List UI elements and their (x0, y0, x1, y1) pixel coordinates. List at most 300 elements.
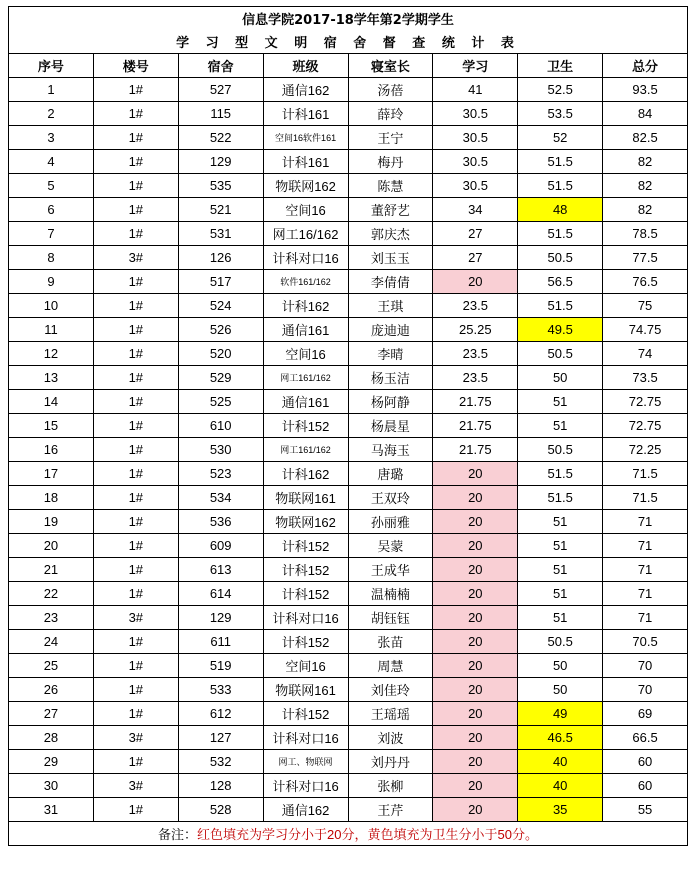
cell-index: 28 (9, 726, 94, 750)
cell-leader: 董舒艺 (348, 198, 433, 222)
column-header-index: 序号 (9, 54, 94, 78)
cell-study-score: 21.75 (433, 438, 518, 462)
cell-study-score: 20 (433, 726, 518, 750)
cell-study-score: 20 (433, 678, 518, 702)
cell-dorm: 522 (178, 126, 263, 150)
column-header-class: 班级 (263, 54, 348, 78)
cell-building: 1# (93, 126, 178, 150)
cell-hygiene-score: 51.5 (518, 294, 603, 318)
cell-total-score: 82 (603, 198, 688, 222)
note-row (9, 822, 688, 846)
cell-leader: 王瑶瑶 (348, 702, 433, 726)
cell-leader: 马海玉 (348, 438, 433, 462)
table-row (9, 750, 688, 774)
cell-total-score: 78.5 (603, 222, 688, 246)
cell-hygiene-score: 51.5 (518, 150, 603, 174)
cell-dorm: 525 (178, 390, 263, 414)
table-row (9, 366, 688, 390)
table-row (9, 150, 688, 174)
cell-dorm: 529 (178, 366, 263, 390)
cell-study-score: 20 (433, 606, 518, 630)
cell-hygiene-score: 53.5 (518, 102, 603, 126)
column-header-hygiene: 卫生 (518, 54, 603, 78)
cell-hygiene-score: 35 (518, 798, 603, 822)
table-body (9, 78, 688, 822)
cell-leader: 王成华 (348, 558, 433, 582)
cell-class: 计科152 (263, 558, 348, 582)
cell-dorm: 536 (178, 510, 263, 534)
cell-study-score: 20 (433, 702, 518, 726)
cell-study-score: 34 (433, 198, 518, 222)
table-row (9, 294, 688, 318)
cell-total-score: 76.5 (603, 270, 688, 294)
cell-building: 1# (93, 174, 178, 198)
table-row (9, 462, 688, 486)
cell-building: 1# (93, 582, 178, 606)
cell-index: 14 (9, 390, 94, 414)
cell-leader: 王琪 (348, 294, 433, 318)
cell-index: 2 (9, 102, 94, 126)
cell-total-score: 93.5 (603, 78, 688, 102)
cell-class: 通信161 (263, 390, 348, 414)
cell-index: 10 (9, 294, 94, 318)
cell-total-score: 74 (603, 342, 688, 366)
cell-study-score: 30.5 (433, 174, 518, 198)
cell-total-score: 84 (603, 102, 688, 126)
cell-building: 1# (93, 414, 178, 438)
table-row (9, 246, 688, 270)
cell-total-score: 69 (603, 702, 688, 726)
cell-class: 计科对口16 (263, 246, 348, 270)
cell-hygiene-score: 52.5 (518, 78, 603, 102)
cell-index: 24 (9, 630, 94, 654)
cell-class: 计科152 (263, 702, 348, 726)
cell-index: 31 (9, 798, 94, 822)
cell-building: 1# (93, 366, 178, 390)
cell-study-score: 21.75 (433, 414, 518, 438)
cell-study-score: 20 (433, 270, 518, 294)
cell-total-score: 72.75 (603, 414, 688, 438)
cell-building: 1# (93, 318, 178, 342)
cell-building: 1# (93, 510, 178, 534)
cell-index: 22 (9, 582, 94, 606)
cell-study-score: 30.5 (433, 150, 518, 174)
note-text: 红色填充为学习分小于20分，黄色填充为卫生分小于50分。 (197, 827, 538, 842)
cell-total-score: 70.5 (603, 630, 688, 654)
cell-hygiene-score: 51 (518, 414, 603, 438)
cell-dorm: 521 (178, 198, 263, 222)
cell-class: 通信162 (263, 798, 348, 822)
table-row (9, 654, 688, 678)
cell-class: 计科161 (263, 102, 348, 126)
cell-leader: 胡钰钰 (348, 606, 433, 630)
cell-building: 1# (93, 270, 178, 294)
cell-hygiene-score: 51 (518, 534, 603, 558)
cell-leader: 李倩倩 (348, 270, 433, 294)
cell-class: 计科162 (263, 462, 348, 486)
cell-index: 12 (9, 342, 94, 366)
cell-hygiene-score: 40 (518, 774, 603, 798)
cell-hygiene-score: 50.5 (518, 438, 603, 462)
cell-leader: 杨阿静 (348, 390, 433, 414)
cell-class: 网工161/162 (263, 366, 348, 390)
cell-building: 1# (93, 654, 178, 678)
cell-total-score: 70 (603, 654, 688, 678)
cell-dorm: 533 (178, 678, 263, 702)
cell-total-score: 71 (603, 606, 688, 630)
title-row-2 (9, 30, 688, 54)
cell-class: 物联网161 (263, 486, 348, 510)
cell-index: 17 (9, 462, 94, 486)
cell-building: 1# (93, 150, 178, 174)
cell-index: 6 (9, 198, 94, 222)
cell-leader: 庞迪迪 (348, 318, 433, 342)
cell-hygiene-score: 51 (518, 606, 603, 630)
table-row (9, 342, 688, 366)
cell-study-score: 23.5 (433, 342, 518, 366)
cell-class: 计科152 (263, 630, 348, 654)
cell-dorm: 527 (178, 78, 263, 102)
cell-dorm: 129 (178, 150, 263, 174)
cell-index: 7 (9, 222, 94, 246)
cell-class: 物联网162 (263, 174, 348, 198)
cell-hygiene-score: 51.5 (518, 462, 603, 486)
cell-building: 1# (93, 222, 178, 246)
table-row (9, 102, 688, 126)
table-row (9, 798, 688, 822)
cell-dorm: 611 (178, 630, 263, 654)
cell-total-score: 72.75 (603, 390, 688, 414)
cell-total-score: 71 (603, 582, 688, 606)
cell-building: 1# (93, 438, 178, 462)
table-row (9, 630, 688, 654)
cell-dorm: 530 (178, 438, 263, 462)
cell-dorm: 127 (178, 726, 263, 750)
cell-leader: 张柳 (348, 774, 433, 798)
table-row (9, 270, 688, 294)
cell-index: 27 (9, 702, 94, 726)
cell-study-score: 20 (433, 798, 518, 822)
table-header (9, 7, 688, 78)
cell-dorm: 614 (178, 582, 263, 606)
table-row (9, 534, 688, 558)
cell-building: 3# (93, 774, 178, 798)
cell-dorm: 535 (178, 174, 263, 198)
cell-index: 26 (9, 678, 94, 702)
table-row (9, 126, 688, 150)
cell-dorm: 534 (178, 486, 263, 510)
table-row (9, 726, 688, 750)
cell-study-score: 21.75 (433, 390, 518, 414)
cell-leader: 杨晨星 (348, 414, 433, 438)
cell-study-score: 23.5 (433, 294, 518, 318)
cell-index: 18 (9, 486, 94, 510)
cell-total-score: 71 (603, 558, 688, 582)
cell-leader: 陈慧 (348, 174, 433, 198)
table-row (9, 582, 688, 606)
cell-hygiene-score: 51 (518, 510, 603, 534)
cell-index: 4 (9, 150, 94, 174)
cell-class: 计科对口16 (263, 606, 348, 630)
cell-hygiene-score: 51.5 (518, 222, 603, 246)
cell-dorm: 126 (178, 246, 263, 270)
cell-building: 3# (93, 246, 178, 270)
cell-class: 物联网162 (263, 510, 348, 534)
cell-hygiene-score: 52 (518, 126, 603, 150)
cell-total-score: 71 (603, 510, 688, 534)
column-header-leader: 寝室长 (348, 54, 433, 78)
cell-total-score: 66.5 (603, 726, 688, 750)
cell-building: 1# (93, 534, 178, 558)
cell-dorm: 524 (178, 294, 263, 318)
cell-class: 通信161 (263, 318, 348, 342)
cell-leader: 张苗 (348, 630, 433, 654)
cell-class: 空间16 (263, 198, 348, 222)
cell-dorm: 128 (178, 774, 263, 798)
cell-building: 1# (93, 390, 178, 414)
table-row (9, 222, 688, 246)
cell-index: 8 (9, 246, 94, 270)
cell-dorm: 613 (178, 558, 263, 582)
cell-dorm: 523 (178, 462, 263, 486)
cell-class: 空间16软件161 (263, 126, 348, 150)
cell-index: 3 (9, 126, 94, 150)
cell-study-score: 30.5 (433, 102, 518, 126)
cell-leader: 唐璐 (348, 462, 433, 486)
cell-leader: 孙丽雅 (348, 510, 433, 534)
cell-building: 1# (93, 678, 178, 702)
cell-leader: 王双玲 (348, 486, 433, 510)
cell-dorm: 610 (178, 414, 263, 438)
cell-index: 25 (9, 654, 94, 678)
note-label: 备注： (158, 827, 198, 842)
cell-class: 计科152 (263, 582, 348, 606)
cell-leader: 薛玲 (348, 102, 433, 126)
cell-class: 网工、物联网 (263, 750, 348, 774)
cell-hygiene-score: 50 (518, 678, 603, 702)
cell-total-score: 73.5 (603, 366, 688, 390)
column-header-building: 楼号 (93, 54, 178, 78)
cell-leader: 李晴 (348, 342, 433, 366)
cell-total-score: 60 (603, 750, 688, 774)
cell-total-score: 70 (603, 678, 688, 702)
cell-total-score: 75 (603, 294, 688, 318)
cell-class: 计科162 (263, 294, 348, 318)
cell-building: 1# (93, 342, 178, 366)
cell-study-score: 20 (433, 534, 518, 558)
cell-building: 1# (93, 702, 178, 726)
cell-hygiene-score: 46.5 (518, 726, 603, 750)
cell-hygiene-score: 51 (518, 390, 603, 414)
cell-building: 1# (93, 102, 178, 126)
cell-study-score: 20 (433, 510, 518, 534)
cell-leader: 刘丹丹 (348, 750, 433, 774)
table-row (9, 198, 688, 222)
cell-leader: 周慧 (348, 654, 433, 678)
cell-index: 1 (9, 78, 94, 102)
cell-total-score: 71.5 (603, 486, 688, 510)
cell-hygiene-score: 51 (518, 558, 603, 582)
cell-study-score: 20 (433, 486, 518, 510)
cell-leader: 刘波 (348, 726, 433, 750)
cell-dorm: 115 (178, 102, 263, 126)
cell-index: 16 (9, 438, 94, 462)
cell-dorm: 520 (178, 342, 263, 366)
cell-study-score: 25.25 (433, 318, 518, 342)
cell-leader: 郭庆杰 (348, 222, 433, 246)
sheet-title-line-2: 学 习 型 文 明 宿 舍 督 查 统 计 表 (9, 30, 688, 54)
cell-study-score: 20 (433, 558, 518, 582)
cell-study-score: 20 (433, 582, 518, 606)
table-row (9, 390, 688, 414)
cell-total-score: 82.5 (603, 126, 688, 150)
table-row (9, 702, 688, 726)
cell-total-score: 82 (603, 150, 688, 174)
cell-total-score: 74.75 (603, 318, 688, 342)
column-header-total: 总分 (603, 54, 688, 78)
cell-building: 3# (93, 606, 178, 630)
cell-hygiene-score: 49.5 (518, 318, 603, 342)
cell-study-score: 20 (433, 774, 518, 798)
cell-building: 1# (93, 630, 178, 654)
table-row (9, 78, 688, 102)
note-cell (9, 822, 688, 846)
cell-class: 计科对口16 (263, 774, 348, 798)
cell-index: 23 (9, 606, 94, 630)
cell-hygiene-score: 50 (518, 654, 603, 678)
cell-total-score: 72.25 (603, 438, 688, 462)
cell-leader: 吴蒙 (348, 534, 433, 558)
cell-study-score: 30.5 (433, 126, 518, 150)
cell-index: 5 (9, 174, 94, 198)
cell-index: 21 (9, 558, 94, 582)
cell-study-score: 41 (433, 78, 518, 102)
cell-building: 1# (93, 78, 178, 102)
cell-class: 通信162 (263, 78, 348, 102)
cell-total-score: 71 (603, 534, 688, 558)
cell-study-score: 27 (433, 222, 518, 246)
cell-dorm: 528 (178, 798, 263, 822)
cell-dorm: 531 (178, 222, 263, 246)
cell-index: 13 (9, 366, 94, 390)
cell-dorm: 526 (178, 318, 263, 342)
cell-building: 1# (93, 198, 178, 222)
cell-building: 1# (93, 294, 178, 318)
cell-study-score: 20 (433, 462, 518, 486)
cell-hygiene-score: 48 (518, 198, 603, 222)
cell-index: 29 (9, 750, 94, 774)
cell-leader: 刘佳玲 (348, 678, 433, 702)
column-header-row (9, 54, 688, 78)
cell-leader: 王芹 (348, 798, 433, 822)
cell-study-score: 20 (433, 750, 518, 774)
cell-class: 计科161 (263, 150, 348, 174)
cell-class: 计科152 (263, 414, 348, 438)
cell-study-score: 20 (433, 654, 518, 678)
table-row (9, 774, 688, 798)
cell-leader: 杨玉洁 (348, 366, 433, 390)
table-footer (9, 822, 688, 846)
cell-dorm: 609 (178, 534, 263, 558)
column-header-dorm: 宿舍 (178, 54, 263, 78)
cell-building: 1# (93, 750, 178, 774)
cell-hygiene-score: 50.5 (518, 630, 603, 654)
table-row (9, 558, 688, 582)
cell-class: 软件161/162 (263, 270, 348, 294)
cell-hygiene-score: 51.5 (518, 174, 603, 198)
table-row (9, 486, 688, 510)
cell-class: 计科152 (263, 534, 348, 558)
dormitory-score-table (8, 6, 688, 846)
cell-study-score: 23.5 (433, 366, 518, 390)
title-row-1 (9, 7, 688, 31)
cell-class: 网工161/162 (263, 438, 348, 462)
cell-class: 物联网161 (263, 678, 348, 702)
cell-index: 20 (9, 534, 94, 558)
cell-study-score: 27 (433, 246, 518, 270)
cell-index: 19 (9, 510, 94, 534)
cell-hygiene-score: 51.5 (518, 486, 603, 510)
cell-leader: 刘玉玉 (348, 246, 433, 270)
cell-building: 3# (93, 726, 178, 750)
table-row (9, 510, 688, 534)
cell-dorm: 517 (178, 270, 263, 294)
cell-class: 空间16 (263, 654, 348, 678)
cell-dorm: 129 (178, 606, 263, 630)
cell-hygiene-score: 40 (518, 750, 603, 774)
table-row (9, 438, 688, 462)
cell-hygiene-score: 50.5 (518, 342, 603, 366)
cell-leader: 汤蓓 (348, 78, 433, 102)
table-row (9, 414, 688, 438)
cell-class: 空间16 (263, 342, 348, 366)
cell-index: 11 (9, 318, 94, 342)
cell-hygiene-score: 56.5 (518, 270, 603, 294)
cell-leader: 温楠楠 (348, 582, 433, 606)
cell-leader: 梅丹 (348, 150, 433, 174)
column-header-study: 学习 (433, 54, 518, 78)
cell-building: 1# (93, 798, 178, 822)
table-row (9, 318, 688, 342)
cell-total-score: 55 (603, 798, 688, 822)
cell-class: 计科对口16 (263, 726, 348, 750)
statistics-sheet (0, 6, 696, 894)
cell-index: 15 (9, 414, 94, 438)
cell-dorm: 612 (178, 702, 263, 726)
cell-hygiene-score: 51 (518, 582, 603, 606)
cell-dorm: 532 (178, 750, 263, 774)
cell-dorm: 519 (178, 654, 263, 678)
cell-building: 1# (93, 462, 178, 486)
cell-index: 9 (9, 270, 94, 294)
cell-class: 网工16/162 (263, 222, 348, 246)
cell-building: 1# (93, 558, 178, 582)
cell-leader: 王宁 (348, 126, 433, 150)
table-row (9, 174, 688, 198)
cell-hygiene-score: 50 (518, 366, 603, 390)
cell-total-score: 71.5 (603, 462, 688, 486)
cell-building: 1# (93, 486, 178, 510)
cell-total-score: 60 (603, 774, 688, 798)
cell-total-score: 77.5 (603, 246, 688, 270)
cell-hygiene-score: 49 (518, 702, 603, 726)
table-row (9, 606, 688, 630)
cell-study-score: 20 (433, 630, 518, 654)
cell-total-score: 82 (603, 174, 688, 198)
table-row (9, 678, 688, 702)
cell-index: 30 (9, 774, 94, 798)
cell-hygiene-score: 50.5 (518, 246, 603, 270)
